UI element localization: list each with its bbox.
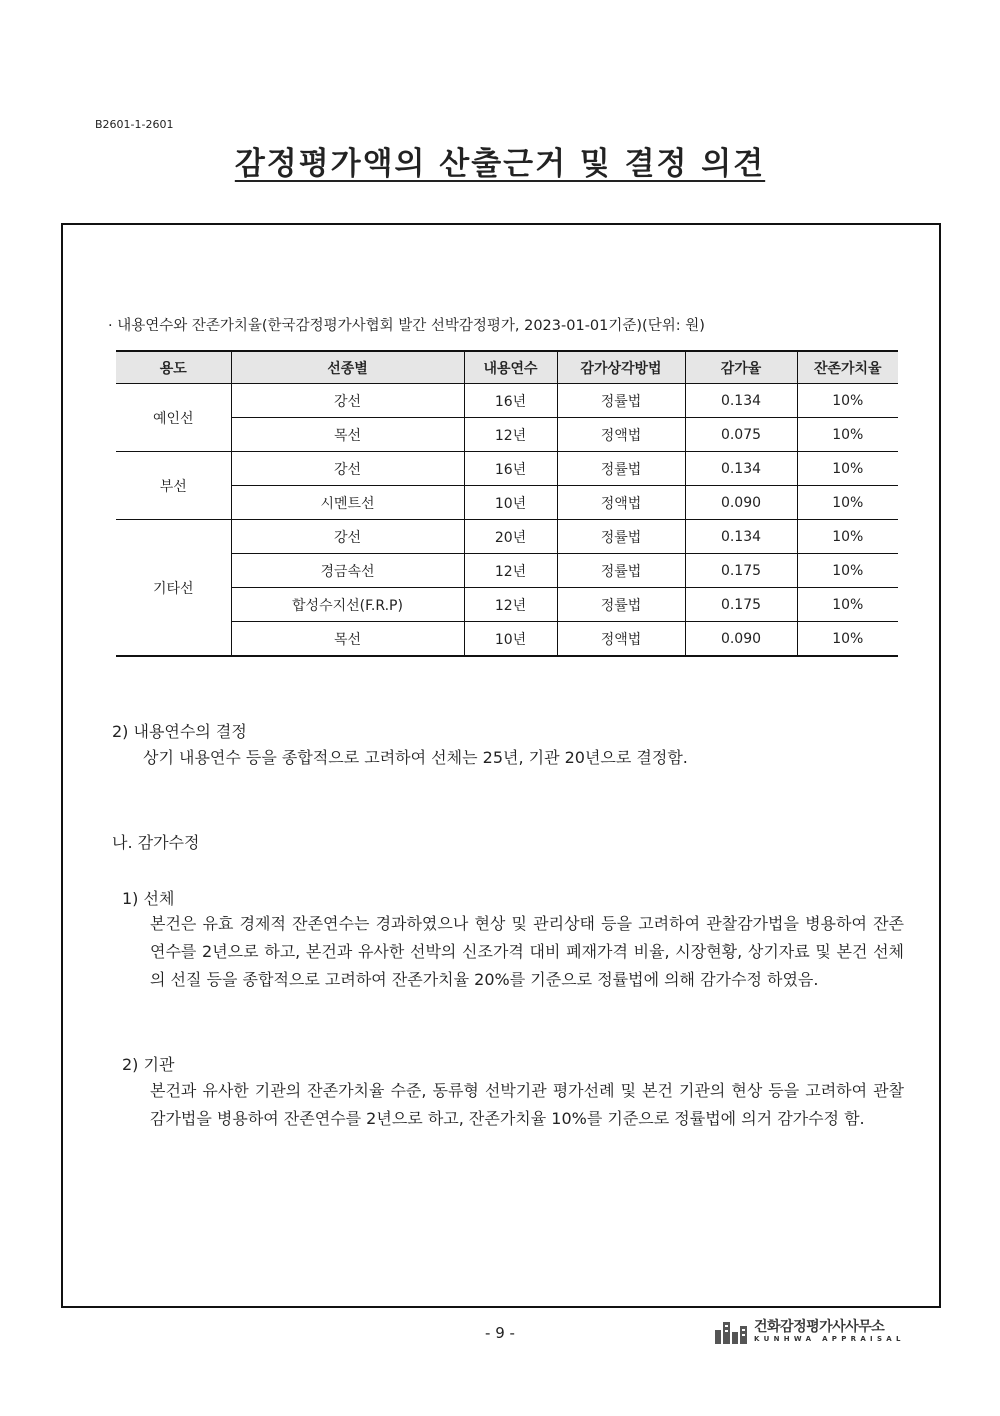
residual-cell: 10% [797,588,898,622]
engine-heading: 2) 기관 [122,1055,175,1074]
rate-cell: 0.090 [685,486,797,520]
rate-cell: 0.090 [685,622,797,657]
table-header-row [116,351,898,384]
vessel-type-cell: 시멘트선 [231,486,464,520]
rate-cell: 0.175 [685,554,797,588]
logo-name: 건화감정평가사사무소 [754,1319,885,1335]
building-icon [714,1318,750,1344]
rate-cell: 0.075 [685,418,797,452]
engine-text: 본건과 유사한 기관의 잔존가치율 수준, 동류형 선박기관 평가선례 및 본건 기관의 현상 등을 고려하여 관찰감가법을 병용하여 잔존연수를 2년으로 하고, 잔존가치율 10%를 기준으로 정률법에 의거 감가수정 함. [150,1081,904,1128]
page-title-wrap [0,138,1000,183]
residual-cell: 10% [797,520,898,554]
page-number: - 9 - [485,1324,515,1342]
table-caption: · 내용연수와 잔존가치율(한국감정평가사협회 발간 선박감정평가, 2023-01-01기준)(단위: 원) [108,318,705,334]
residual-cell: 10% [797,452,898,486]
page-title: 감정평가액의 산출근거 및 결정 의견 [234,146,766,182]
vessel-type-cell: 경금속선 [231,554,464,588]
hull-heading: 1) 선체 [122,889,175,908]
method-cell: 정액법 [557,418,685,452]
header-residual-rate: 잔존가치율 [797,351,898,384]
depreciation-heading: 나. 감가수정 [112,833,200,852]
table-row [116,520,898,554]
logo-english: KUNHWA APPRAISAL [754,1335,905,1343]
vessel-type-cell: 강선 [231,384,464,418]
useful-life-cell: 10년 [464,486,557,520]
document-id: B2601-1-2601 [95,118,174,131]
rate-cell: 0.134 [685,384,797,418]
table-row [116,452,898,486]
useful-life-cell: 20년 [464,520,557,554]
group-cell: 예인선 [116,384,231,452]
header-depreciation-method: 감가상각방법 [557,351,685,384]
group-cell: 기타선 [116,520,231,657]
useful-life-text: 상기 내용연수 등을 종합적으로 고려하여 선체는 25년, 기관 20년으로 결정함. [143,748,688,767]
method-cell: 정률법 [557,520,685,554]
residual-cell: 10% [797,486,898,520]
table-row [116,622,898,657]
method-cell: 정액법 [557,622,685,657]
useful-life-cell: 12년 [464,418,557,452]
table-row [116,384,898,418]
useful-life-cell: 16년 [464,452,557,486]
method-cell: 정률법 [557,384,685,418]
table-row [116,588,898,622]
useful-life-cell: 12년 [464,554,557,588]
vessel-type-cell: 목선 [231,418,464,452]
useful-life-cell: 12년 [464,588,557,622]
method-cell: 정률법 [557,452,685,486]
method-cell: 정률법 [557,554,685,588]
rate-cell: 0.134 [685,452,797,486]
header-depreciation-rate: 감가율 [685,351,797,384]
company-logo [714,1316,914,1346]
useful-life-cell: 16년 [464,384,557,418]
table-row [116,418,898,452]
residual-cell: 10% [797,418,898,452]
useful-life-table [116,350,898,657]
vessel-type-cell: 강선 [231,452,464,486]
method-cell: 정률법 [557,588,685,622]
header-usage: 용도 [116,351,231,384]
residual-cell: 10% [797,554,898,588]
residual-cell: 10% [797,384,898,418]
header-vessel-type: 선종별 [231,351,464,384]
hull-text: 본건은 유효 경제적 잔존연수는 경과하였으나 현상 및 관리상태 등을 고려하여 관찰감가법을 병용하여 잔존연수를 2년으로 하고, 본건과 유사한 선박의 신조가격 대비 폐재가격 비율, 시장현황, 상기자료 및 본건 선체의 선질 등을 종합적으로 고려하여 잔존가치율 20%를 기준으로 정률법에 의해 감가수정 하였음. [150,914,904,989]
vessel-type-cell: 합성수지선(F.R.P) [231,588,464,622]
table-row [116,554,898,588]
rate-cell: 0.175 [685,588,797,622]
residual-cell: 10% [797,622,898,657]
vessel-type-cell: 목선 [231,622,464,657]
vessel-type-cell: 강선 [231,520,464,554]
useful-life-heading: 2) 내용연수의 결정 [112,722,247,741]
table-row [116,486,898,520]
useful-life-cell: 10년 [464,622,557,657]
group-cell: 부선 [116,452,231,520]
header-useful-life: 내용연수 [464,351,557,384]
method-cell: 정액법 [557,486,685,520]
rate-cell: 0.134 [685,520,797,554]
